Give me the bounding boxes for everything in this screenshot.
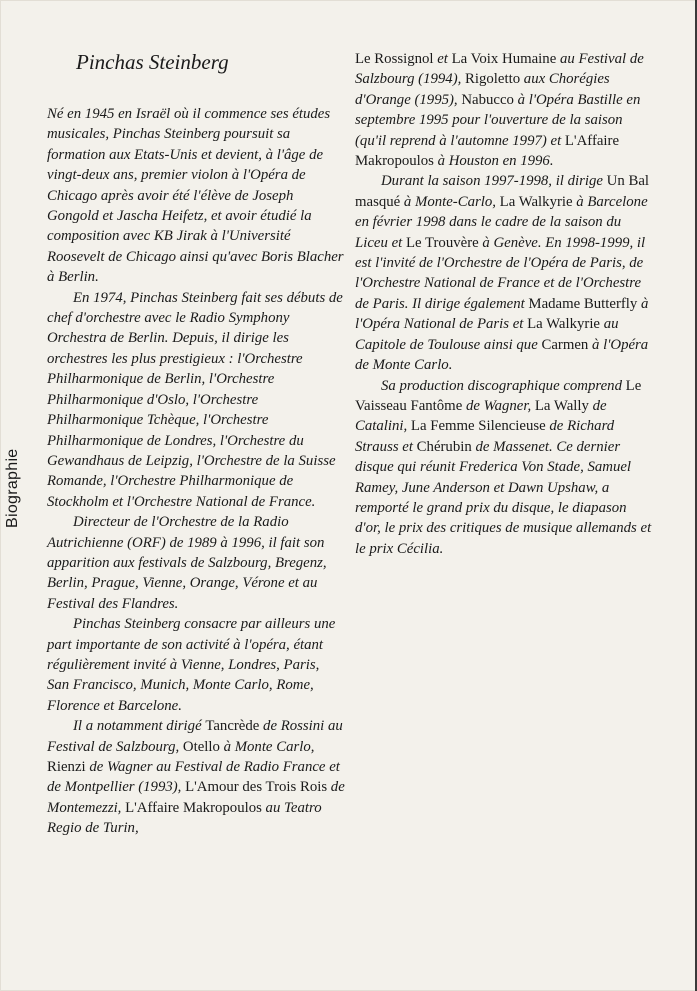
section-side-label: Biographie [4, 448, 21, 528]
work-title: Carmen [541, 336, 589, 353]
page-title: Pinchas Steinberg [76, 50, 229, 74]
paragraph-2: En 1974, Pinchas Steinberg fait ses débuts de chef d'orchestre avec le Radio Symphony Orchestra de Berlin. Depuis, il dirige les orchestres les plus prestigieux : l'Orchestre Philharmonique de Berlin, l'Orchestre Philharmonique d'Oslo, l'Orchestre Philharmonique Tchèque, l'Orchestre Philharmonique de Londres, l'Orchestre du Gewandhaus de Leipzig, l'Orchestre de la Suisse Romande, l'Orchestre Philharmonique de Stockholm et l'Orchestre National de France. [47, 289, 343, 510]
paragraph-1: Né en 1945 en Israël où il commence ses études musicales, Pinchas Steinberg poursuit sa formation aux Etats-Unis et devient, à l'âge de vingt-deux ans, premier violon à l'Opéra de Chicago après avoir été l'élève de Joseph Gongold et Jascha Heifetz, et avoir étudié la composition avec KB Jirak à l'Université Roosevelt de Chicago ainsi qu'avec Boris Blacher à Berlin. [47, 106, 344, 286]
paragraph-4: Pinchas Steinberg consacre par ailleurs une part importante de son activité à l'opéra, étant régulièrement invité à Vienne, Londres, Paris, San Francisco, Munich, Monte Carlo, Rome, Florence et Barcelone. [47, 616, 336, 714]
work-title: Le Vaisseau Fantôme [355, 377, 642, 414]
paragraph-5-continued: Le Rossignol et La Voix Humaine au Festival de Salzbourg (1994), Rigoletto aux Chorégies d'Orange (1995), Nabucco à l'Opéra Bastille en septembre 1995 pour l'ouverture de la saison (qu'il reprend à l'automne 1997) et L'Affaire Makropoulos à Houston en 1996. [355, 51, 644, 170]
work-title: La Walkyrie [499, 193, 573, 210]
work-title: Tancrède [205, 718, 260, 735]
work-title: Madame Butterfly [528, 295, 638, 312]
work-title: L'Amour des Trois Rois [185, 779, 328, 796]
work-title: La Wally [534, 397, 589, 414]
paragraph-3: Directeur de l'Orchestre de la Radio Autrichienne (ORF) de 1989 à 1996, il fait son apparition aux festivals de Salzbourg, Bregenz, Berlin, Prague, Vienne, Orange, Vérone et au Festival des Flandres. [47, 514, 327, 612]
work-title: L'Affaire Makropoulos [355, 132, 620, 170]
work-title: Rienzi [47, 759, 86, 775]
work-title: Nabucco [461, 91, 514, 108]
work-title: La Voix Humaine [451, 51, 557, 67]
work-title: La Walkyrie [527, 316, 600, 333]
left-column [47, 104, 345, 839]
paragraph-7: Sa production discographique comprend Le Vaisseau Fantôme de Wagner, La Wally de Catalini, La Femme Silencieuse de Richard Strauss et Chérubin de Massenet. Ce dernier disque qui réunit Frederica Von Stade, Samuel Ramey, June Anderson et Dawn Upshaw, a remporté le grand prix du disque, le diapason d'or, le prix des critiques de musique allemands et le prix Cécilia. [355, 377, 652, 557]
work-title: La Femme Silencieuse [410, 418, 546, 435]
work-title: Otello [182, 738, 220, 755]
work-title: Un Bal masqué [355, 173, 650, 210]
work-title: Le Rossignol [355, 51, 434, 67]
paragraph-6: Durant la saison 1997-1998, il dirige Un Bal masqué à Monte-Carlo, La Walkyrie à Barcelone en février 1998 dans le cadre de la saison du Liceu et Le Trouvère à Genève. En 1998-1999, il est l'invité de l'Orchestre de l'Opéra de Paris, de l'Orchestre National de France et de l'Orchestre de Paris. Il dirige également Madame Butterfly à l'Opéra National de Paris et La Walkyrie au Capitole de Toulouse ainsi que Carmen à l'Opéra de Monte Carlo. [355, 173, 650, 374]
work-title: Le Trouvère [405, 234, 479, 251]
right-column [355, 49, 655, 559]
paragraph-5: Il a notamment dirigé Tancrède de Rossini au Festival de Salzbourg, Otello à Monte Carlo, Rienzi de Wagner au Festival de Radio France et de Montpellier (1993), L'Amour des Trois Rois de Montemezzi, L'Affaire Makropoulos au Teatro Regio de Turin, [47, 718, 345, 837]
work-title: Chérubin [416, 438, 472, 455]
work-title: Rigoletto [465, 71, 521, 88]
work-title: L'Affaire Makropoulos [125, 799, 262, 816]
